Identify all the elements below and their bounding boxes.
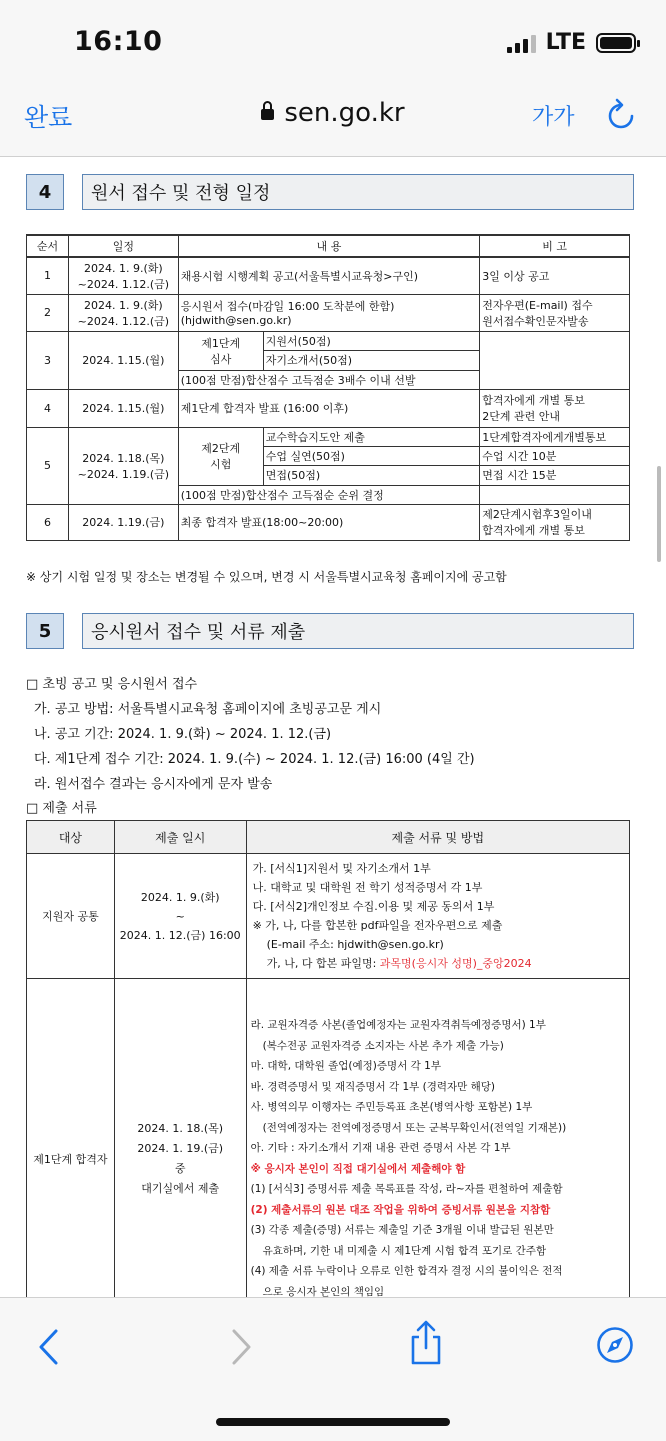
doc-line: ※ 가, 나, 다를 합본한 pdf파일을 전자우편으로 제출 (252, 919, 503, 932)
schedule-date: 2024. 1.19.(금) (68, 504, 178, 540)
heading-recruit: □ 초빙 공고 및 응시원서 접수 (26, 677, 198, 692)
schedule-no: 3 (27, 331, 69, 389)
filename-value: 과목명(응시자 성명)_중앙2024 (379, 957, 532, 970)
documents-table (26, 820, 630, 1297)
content-line: (hjdwith@sen.go.kr) (180, 314, 292, 327)
docs-method (246, 854, 629, 979)
info-line: 나. 공고 기간: 2024. 1. 9.(화) ~ 2024. 1. 12.(금) (34, 727, 332, 742)
schedule-footnote: ※ 상기 시험 일정 및 장소는 변경될 수 있으며, 변경 시 서울특별시교육청 홈페이지에 공고함 (26, 570, 507, 584)
table-row (27, 389, 630, 427)
reload-icon[interactable] (606, 98, 636, 136)
schedule-no: 6 (27, 504, 69, 540)
schedule-no: 4 (27, 389, 69, 427)
done-button[interactable]: 완료 (24, 103, 73, 132)
doc-line: (4) 제출 서류 누락이나 오류로 인한 합격자 결정 시의 불이익은 전적 (250, 1265, 563, 1277)
schedule-header-date: 일정 (68, 235, 178, 257)
schedule-date (68, 427, 178, 504)
schedule-note (480, 294, 630, 331)
docs-method (246, 979, 629, 1298)
schedule-content: 제1단계 합격자 발표 (16:00 이후) (178, 389, 480, 427)
note-line: 합격자에게 개별 통보 (482, 524, 585, 537)
schedule-note: 3일 이상 공고 (480, 257, 630, 294)
heading-documents: □ 제출 서류 (26, 801, 97, 816)
forward-icon[interactable] (228, 1328, 254, 1370)
schedule-header-content: 내 용 (178, 235, 480, 257)
doc-line (253, 954, 627, 973)
schedule-note (480, 485, 630, 504)
status-indicators (507, 30, 636, 55)
table-row (27, 257, 630, 294)
section5-title: 응시원서 접수 및 서류 제출 (82, 613, 634, 649)
filename-label: 가, 나, 다 합본 파일명: (266, 957, 380, 970)
home-indicator[interactable] (216, 1418, 450, 1426)
date-line: 중 (174, 1161, 186, 1175)
stage-item: 자기소개서(50점) (263, 351, 479, 370)
info-line: 다. 제1단계 접수 기간: 2024. 1. 9.(수) ~ 2024. 1. 12.(금) 16:00 (4일 간) (34, 752, 475, 767)
back-icon[interactable] (36, 1328, 62, 1370)
stage-line: 심사 (210, 352, 232, 366)
doc-line: (복수전공 교원자격증 소지자는 사본 추가 제출 가능) (262, 1039, 504, 1052)
note-line: 합격자에게 개별 통보 (482, 394, 585, 407)
doc-line: (3) 각종 제출(증명) 서류는 제출일 기준 3개월 이내 발급된 원본만 (250, 1224, 554, 1236)
doc-line: (E-mail 주소: hjdwith@sen.go.kr) (266, 938, 444, 951)
stage-item: 교수학습지도안 제출 (263, 428, 479, 447)
date-line: ~2024. 1.19.(금) (77, 467, 170, 481)
schedule-content (178, 294, 480, 331)
date-line: 2024. 1. 12.(금) 16:00 (119, 928, 241, 942)
battery-icon (596, 33, 636, 53)
stage-label (179, 332, 264, 370)
network-label: LTE (545, 30, 586, 55)
page-content (0, 157, 666, 1297)
doc-line-warning: ※ 응시자 본인이 직접 대기실에서 제출해야 함 (250, 1162, 466, 1175)
schedule-content (178, 427, 480, 485)
info-line: 가. 공고 방법: 서울특별시교육청 홈페이지에 초빙공고문 게시 (34, 702, 382, 717)
date-line: 2024. 1. 18.(목) (137, 1121, 224, 1135)
status-time: 16:10 (74, 26, 163, 57)
stage-line: 시험 (210, 458, 232, 471)
date-line: 2024. 1.18.(목) (82, 451, 165, 465)
docs-date (114, 854, 246, 979)
doc-line: 으로 응시자 본인의 책임임 (262, 1285, 385, 1297)
note-line: 1단계합격자에게개별통보 (480, 428, 629, 447)
schedule-content: 최종 합격자 발표(18:00~20:00) (178, 504, 480, 540)
section4-header (26, 174, 634, 210)
doc-line: 바. 경력증명서 및 재직증명서 각 1부 (경력자만 해당) (250, 1080, 496, 1093)
schedule-content (178, 331, 480, 370)
date-line: 2024. 1. 9.(화) (83, 261, 163, 275)
docs-header-date: 제출 일시 (114, 821, 246, 854)
scrollbar[interactable] (657, 466, 661, 562)
note-line: 원서접수확인문자발송 (482, 314, 589, 328)
schedule-content: 채용시험 시행계획 공고(서울특별시교육청>구인) (178, 257, 480, 294)
schedule-no: 1 (27, 257, 69, 294)
signal-icon (507, 33, 536, 53)
doc-line: 라. 교원자격증 사본(졸업예정자는 교원자격취득예정증명서) 1부 (250, 1019, 546, 1031)
schedule-date: 2024. 1.15.(월) (68, 331, 178, 389)
schedule-note (480, 427, 630, 485)
section5-number: 5 (26, 613, 64, 649)
doc-line-warning: (2) 제출서류의 원본 대조 작업을 위하여 증빙서류 원본을 지참함 (250, 1203, 551, 1216)
compass-icon[interactable] (596, 1326, 634, 1368)
docs-header-method: 제출 서류 및 방법 (246, 821, 629, 854)
stage-line: 제2단계 (201, 442, 241, 455)
note-line: 수업 시간 10분 (480, 447, 629, 466)
date-line: ~2024. 1.12.(금) (77, 314, 170, 328)
status-bar (0, 0, 666, 90)
docs-header-target: 대상 (27, 821, 115, 854)
lock-icon (261, 109, 274, 120)
note-line: 면접 시간 15분 (480, 466, 629, 485)
browser-toolbar (0, 1297, 666, 1441)
table-row (27, 979, 630, 1298)
schedule-summary: (100점 만점)합산점수 고득점순 3배수 이내 선발 (178, 370, 480, 389)
note-line: 전자우편(E-mail) 접수 (482, 298, 593, 312)
table-row (27, 331, 630, 370)
schedule-table (26, 234, 630, 541)
section4-number: 4 (26, 174, 64, 210)
text-size-button[interactable]: 가가 (532, 105, 575, 130)
date-line: 2024. 1. 19.(금) (137, 1141, 224, 1155)
schedule-no: 5 (27, 427, 69, 504)
stage-item: 면접(50점) (263, 466, 479, 485)
stage-line: 제1단계 (201, 336, 241, 350)
doc-line: 유효하며, 기한 내 미제출 시 제1단계 시험 합격 포기로 간주함 (262, 1244, 547, 1257)
stage-item: 지원서(50점) (263, 332, 479, 351)
schedule-date (68, 294, 178, 331)
schedule-summary: (100점 만점)합산점수 고득점순 순위 결정 (178, 485, 480, 504)
date-line: 2024. 1. 9.(화) (83, 298, 163, 312)
doc-line: 다. [서식2]개인정보 수집.이용 및 제공 동의서 1부 (252, 900, 495, 913)
schedule-note (480, 389, 630, 427)
share-icon[interactable] (408, 1320, 444, 1370)
schedule-header-no: 순서 (27, 235, 69, 257)
note-line: 2단계 관련 안내 (482, 410, 561, 423)
doc-line: 아. 기타 : 자기소개서 기재 내용 관련 증명서 사본 각 1부 (250, 1142, 511, 1154)
schedule-no: 2 (27, 294, 69, 331)
date-line: ~ (175, 909, 185, 923)
doc-line: (1) [서식3] 증명서류 제출 목록표를 작성, 라~자를 편철하여 제출함 (250, 1183, 563, 1195)
section5-header (26, 613, 634, 649)
doc-line: 가. [서식1]지원서 및 자기소개서 1부 (252, 862, 431, 875)
schedule-date: 2024. 1.15.(월) (68, 389, 178, 427)
section4-title: 원서 접수 및 전형 일정 (82, 174, 634, 210)
stage-item: 수업 실연(50점) (263, 447, 479, 466)
browser-address-bar (0, 90, 666, 157)
content-line: 응시원서 접수(마감일 16:00 도착분에 한함) (180, 300, 395, 313)
docs-date (114, 979, 246, 1298)
doc-line: 나. 대학교 및 대학원 전 학기 성적증명서 각 1부 (252, 881, 483, 894)
table-row (27, 294, 630, 331)
doc-line: 마. 대학, 대학원 졸업(예정)증명서 각 1부 (250, 1060, 441, 1072)
schedule-date (68, 257, 178, 294)
table-row (27, 427, 630, 485)
date-line: ~2024. 1.12.(금) (77, 277, 170, 291)
info-line: 라. 원서접수 결과는 응시자에게 문자 발송 (34, 777, 273, 792)
doc-line: (전역예정자는 전역예정증명서 또는 군복무확인서(전역일 기재본)) (262, 1121, 567, 1134)
schedule-header-note: 비 고 (480, 235, 630, 257)
doc-line: 사. 병역의무 이행자는 주민등록표 초본(병역사항 포함본) 1부 (250, 1101, 533, 1113)
table-row (27, 854, 630, 979)
schedule-note (480, 504, 630, 540)
date-line: 대기실에서 제출 (141, 1181, 220, 1195)
stage-label (179, 428, 264, 485)
schedule-note (480, 331, 630, 389)
url-text: sen.go.kr (284, 98, 405, 128)
table-row (27, 504, 630, 540)
docs-target: 지원자 공통 (27, 854, 115, 979)
note-line: 제2단계시험후3일이내 (482, 508, 592, 521)
date-line: 2024. 1. 9.(화) (140, 890, 220, 904)
docs-target: 제1단계 합격자 (27, 979, 115, 1298)
